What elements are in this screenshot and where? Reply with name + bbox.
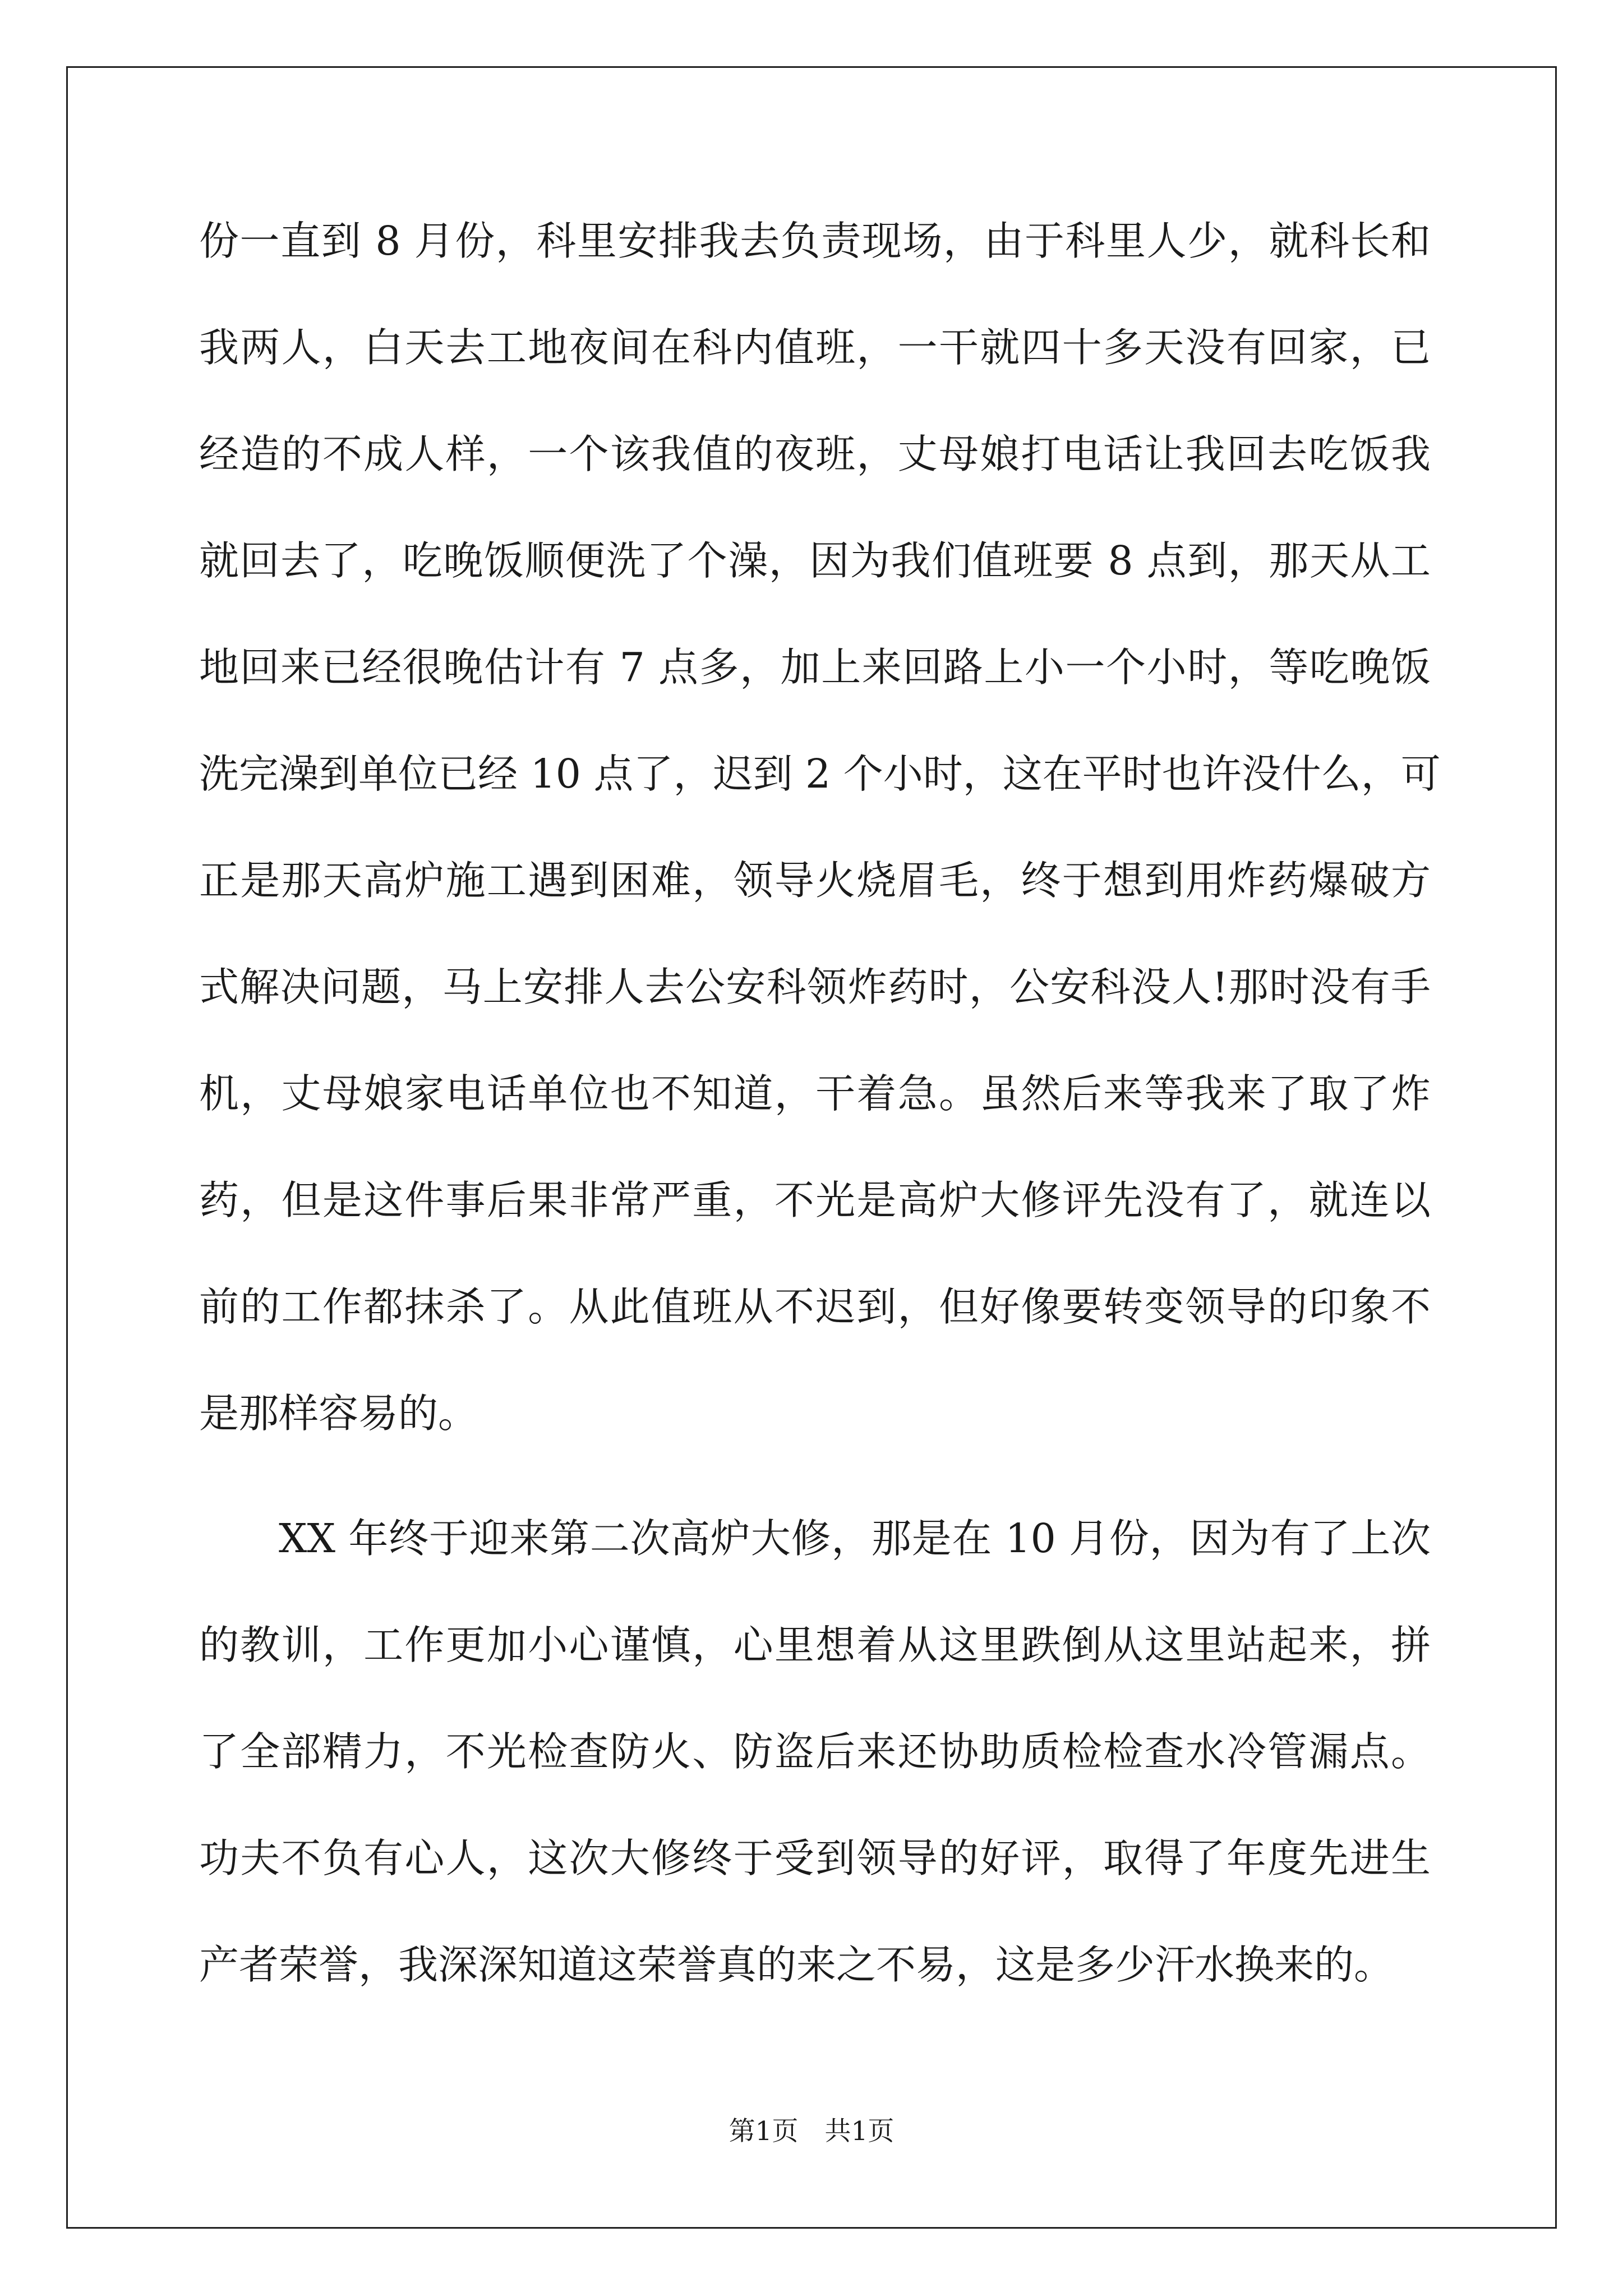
text-line: 正是那天高炉施工遇到困难，领导火烧眉毛，终于想到用炸药爆破方 — [199, 857, 1431, 904]
text-line: 地回来已经很晚估计有 7 点多，加上来回路上小一个小时，等吃晚饭 — [199, 644, 1431, 691]
text-line: 经造的不成人样，一个该我值的夜班，丈母娘打电话让我回去吃饭我 — [199, 431, 1431, 477]
text-line: XX 年终于迎来第二次高炉大修，那是在 10 月份，因为有了上次 — [279, 1515, 1431, 1562]
text-line: 产者荣誉，我深深知道这荣誉真的来之不易，这是多少汗水换来的。 — [199, 1941, 1394, 1988]
paragraph-2 — [199, 1510, 1431, 2042]
text-line: 洗完澡到单位已经 10 点了，迟到 2 个小时，这在平时也许没什么，可 — [199, 751, 1441, 797]
text-line: 式解决问题，马上安排人去公安科领炸药时，公安科没人!那时没有手 — [199, 964, 1431, 1010]
text-line: 前的工作都抹杀了。从此值班从不迟到，但好像要转变领导的印象不 — [199, 1283, 1431, 1330]
text-line: 是那样容易的。 — [199, 1390, 478, 1437]
page-footer: 第1页 共1页 — [728, 2116, 895, 2147]
text-line: 份一直到 8 月份，科里安排我去负责现场，由于科里人少，就科长和 — [199, 218, 1431, 264]
text-line: 我两人，白天去工地夜间在科内值班，一干就四十多天没有回家，已 — [199, 324, 1431, 371]
text-line: 了全部精力，不光检查防火、防盗后来还协助质检检查水冷管漏点。 — [199, 1728, 1431, 1775]
text-line: 机，丈母娘家电话单位也不知道，干着急。虽然后来等我来了取了炸 — [199, 1070, 1431, 1117]
text-line: 功夫不负有心人，这次大修终于受到领导的好评，取得了年度先进生 — [199, 1835, 1431, 1881]
document-body — [199, 212, 1441, 2042]
text-line: 药，但是这件事后果非常严重，不光是高炉大修评先没有了，就连以 — [199, 1177, 1431, 1223]
text-line: 的教训，工作更加小心谨慎，心里想着从这里跌倒从这里站起来，拼 — [199, 1622, 1431, 1668]
text-line: 就回去了，吃晚饭顺便洗了个澡，因为我们值班要 8 点到，那天从工 — [199, 537, 1431, 584]
paragraph-1 — [199, 212, 1441, 1491]
